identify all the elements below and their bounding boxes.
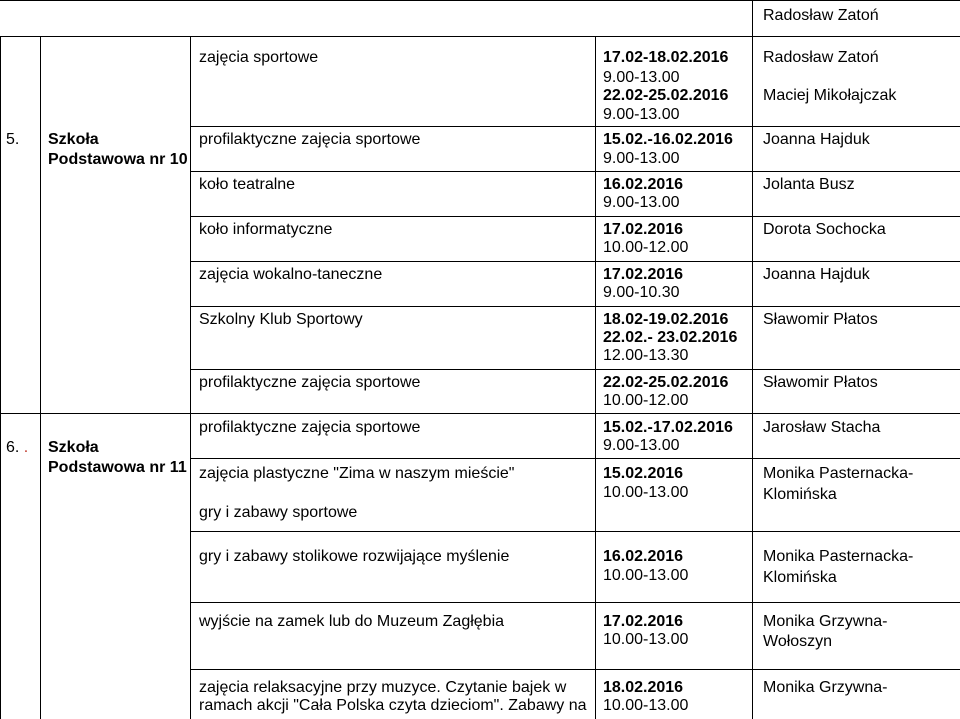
person-cell: Sławomir Płatos (763, 374, 878, 391)
school-name: Szkoła (48, 131, 99, 148)
header-author: Radosław Zatoń (763, 7, 879, 24)
person-cell: Klomińska (763, 569, 837, 586)
row-separator (190, 216, 960, 217)
school-name: Podstawowa nr 10 (48, 151, 188, 168)
activity-cell: zajęcia wokalno-taneczne (199, 266, 383, 283)
activity-cell: koło teatralne (199, 176, 296, 193)
person-cell: Dorota Sochocka (763, 221, 886, 238)
date-cell: 15.02.-16.02.2016 (603, 131, 733, 148)
time-cell: 10.00-12.00 (603, 392, 689, 409)
column-divider (40, 36, 41, 719)
row-separator (190, 531, 960, 532)
person-cell: Radosław Zatoń (763, 49, 879, 66)
time-cell: 10.00-13.00 (603, 567, 689, 584)
time-cell: 10.00-13.00 (603, 631, 689, 648)
row-separator (190, 669, 960, 670)
activity-cell: Szkolny Klub Sportowy (199, 311, 363, 328)
date-cell: 17.02-18.02.2016 (603, 49, 729, 66)
row-separator (190, 306, 960, 307)
date-cell: 17.02.2016 (603, 613, 684, 630)
date-cell: 15.02.2016 (603, 465, 684, 482)
school-number: 6. . (6, 439, 29, 456)
person-cell: Jarosław Stacha (763, 419, 881, 436)
activity-cell: profilaktyczne zajęcia sportowe (199, 131, 421, 148)
date-cell: 16.02.2016 (603, 176, 684, 193)
row-separator (190, 261, 960, 262)
date-cell: 16.02.2016 (603, 548, 684, 565)
activity-cell: ramach akcji "Cała Polska czyta dzieciom". Zabawy na (199, 697, 587, 714)
time-cell: 10.00-13.00 (603, 484, 689, 501)
activity-cell: koło informatyczne (199, 221, 333, 238)
date-cell: 22.02-25.02.2016 (603, 87, 729, 104)
person-cell: Monika Pasternacka- (763, 465, 914, 482)
row-separator (190, 171, 960, 172)
person-cell: Wołoszyn (763, 633, 833, 650)
time-cell: 10.00-13.00 (603, 697, 689, 714)
school-number-mark: . (23, 439, 29, 456)
activity-cell: zajęcia plastyczne "Zima w naszym mieście" (199, 465, 515, 482)
activity-cell: profilaktyczne zajęcia sportowe (199, 374, 421, 391)
person-cell: Joanna Hajduk (763, 266, 870, 283)
activity-cell: gry i zabawy stolikowe rozwijające myślenie (199, 548, 510, 565)
column-divider (0, 36, 1, 719)
person-cell: Jolanta Busz (763, 176, 855, 193)
row-separator (190, 369, 960, 370)
date-cell: 17.02.2016 (603, 266, 684, 283)
time-cell: 12.00-13.30 (603, 347, 689, 364)
row-separator (0, 36, 960, 37)
school-name: Szkoła (48, 439, 99, 456)
activity-cell: zajęcia sportowe (199, 49, 319, 66)
column-divider (595, 36, 596, 719)
activity-cell: profilaktyczne zajęcia sportowe (199, 419, 421, 436)
table-top-border (0, 0, 960, 1)
person-cell: Monika Grzywna- (763, 679, 888, 696)
time-cell: 9.00-13.00 (603, 437, 680, 454)
activity-cell: gry i zabawy sportowe (199, 504, 358, 521)
person-cell: Monika Pasternacka- (763, 548, 914, 565)
person-cell: Klomińska (763, 486, 837, 503)
date-cell: 22.02.- 23.02.2016 (603, 329, 738, 346)
activity-cell: zajęcia relaksacyjne przy muzyce. Czytanie bajek w (199, 679, 567, 696)
row-separator (190, 126, 960, 127)
column-divider (752, 0, 753, 719)
person-cell: Sławomir Płatos (763, 311, 878, 328)
school-separator (0, 413, 960, 414)
row-separator (190, 458, 960, 459)
date-cell: 22.02-25.02.2016 (603, 374, 729, 391)
time-cell: 9.00-13.00 (603, 69, 680, 86)
school-number: 5. (6, 131, 20, 148)
time-cell: 9.00-13.00 (603, 106, 680, 123)
person-cell: Monika Grzywna- (763, 613, 888, 630)
date-cell: 18.02-19.02.2016 (603, 311, 729, 328)
time-cell: 10.00-12.00 (603, 239, 689, 256)
person-cell: Joanna Hajduk (763, 131, 870, 148)
time-cell: 9.00-10.30 (603, 284, 680, 301)
date-cell: 18.02.2016 (603, 679, 684, 696)
date-cell: 17.02.2016 (603, 221, 684, 238)
person-cell: Maciej Mikołajczak (763, 87, 897, 104)
row-separator (190, 602, 960, 603)
activity-cell: wyjście na zamek lub do Muzeum Zagłębia (199, 613, 505, 630)
column-divider (190, 36, 191, 719)
school-name: Podstawowa nr 11 (48, 459, 187, 476)
time-cell: 9.00-13.00 (603, 194, 680, 211)
time-cell: 9.00-13.00 (603, 150, 680, 167)
date-cell: 15.02.-17.02.2016 (603, 419, 733, 436)
